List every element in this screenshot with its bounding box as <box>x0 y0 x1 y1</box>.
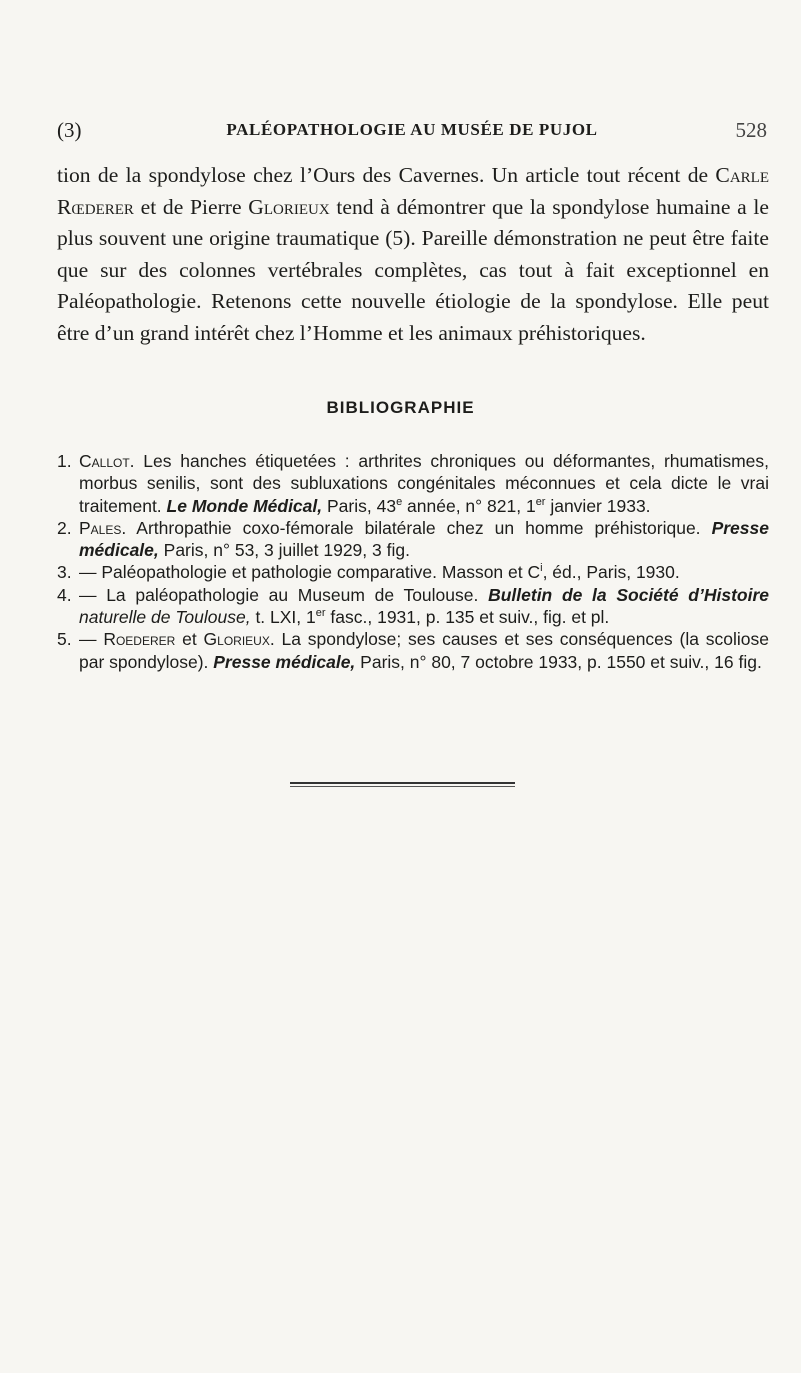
reference-text: La spondylose; ses causes et ses conséquences (la scoliose par spondylose). <box>79 629 769 672</box>
item-number: 3. <box>57 562 72 583</box>
paragraph-text: tion de la spondylose chez l’Ours des Cavernes. Un article tout récent de <box>57 163 716 187</box>
bibliography-item <box>57 561 769 583</box>
reference-text: t. LXI, 1 <box>250 607 316 628</box>
reference-text: année, n° 821, 1 <box>402 495 536 516</box>
bibliography-item <box>57 517 769 562</box>
journal-title: Presse médicale, <box>79 517 769 561</box>
journal-title: Presse médicale, <box>213 651 356 672</box>
reference-text: Paris, n° 53, 3 juillet 1929, 3 fig. <box>158 540 410 561</box>
bibliography-item <box>57 450 769 517</box>
reference-text: fasc., 1931, p. 135 et suiv., fig. et pl. <box>325 607 610 628</box>
author-name: Roederer <box>103 629 176 650</box>
end-rule <box>290 782 515 784</box>
body-paragraph <box>57 160 769 349</box>
end-rule <box>290 786 515 787</box>
journal-title: naturelle de Toulouse, <box>79 607 251 628</box>
reference-text: Les hanches étiquetées : arthrites chroniques ou déformantes, rhumatismes, morbus senilis, sont des subluxations congénitales méconnues et cela dicte le vrai traitement. <box>79 451 769 516</box>
journal-title: Bulletin de la Société d’Histoire <box>488 584 770 605</box>
reference-text: — Paléopathologie et pathologie comparative. Masson et C <box>79 562 541 583</box>
author-name: Carle Rœderer <box>57 163 769 219</box>
author-name: Glorieux. <box>203 629 275 650</box>
reference-text: Paris, 43 <box>322 495 397 516</box>
reference-text: et <box>175 629 204 650</box>
bibliography-list <box>57 450 769 673</box>
paragraph-text: et de Pierre <box>133 194 249 219</box>
item-number: 4. <box>57 584 72 605</box>
item-number: 2. <box>57 517 72 538</box>
superscript: er <box>315 607 326 620</box>
reference-text: — <box>79 629 104 650</box>
superscript: i <box>540 562 543 575</box>
reference-text: Arthropathie coxo-fémorale bilatérale chez un homme préhistorique. <box>126 517 712 538</box>
superscript: er <box>535 495 546 508</box>
superscript: e <box>396 495 403 508</box>
bibliography-item <box>57 628 769 673</box>
reference-text: janvier 1933. <box>545 495 651 516</box>
author-name: Callot. <box>79 451 135 471</box>
running-head <box>57 118 767 142</box>
reference-text: Paris, n° 80, 7 octobre 1933, p. 1550 et suiv., 16 fig. <box>355 651 762 672</box>
paragraph-text: tend à démontrer que la spondylose humaine a le plus souvent une origine traumatique (5). Pareille démonstration ne peut être faite que sur des colonnes vertébrales complètes, cas tout à fait exceptionnel en Paléopathologie. Retenons cette nouvelle étiologie de la spondylose. Elle peut être d’un grand intérêt chez l’Homme et les animaux préhistoriques. <box>57 194 770 345</box>
reference-text: , éd., Paris, 1930. <box>542 562 680 583</box>
reference-text: — La paléopathologie au Museum de Toulouse. <box>79 584 489 605</box>
bibliography-item <box>57 584 769 629</box>
author-name: Pales. <box>79 517 127 538</box>
journal-title: Le Monde Médical, <box>166 495 323 516</box>
item-number: 5. <box>57 629 72 650</box>
item-number: 1. <box>57 451 72 471</box>
page-number: 528 <box>735 118 767 142</box>
bibliography-heading: BIBLIOGRAPHIE <box>326 398 475 417</box>
running-title: PALÉOPATHOLOGIE AU MUSÉE DE PUJOL <box>226 120 598 139</box>
author-name: Glorieux <box>248 194 330 219</box>
section-number: (3) <box>57 118 82 142</box>
